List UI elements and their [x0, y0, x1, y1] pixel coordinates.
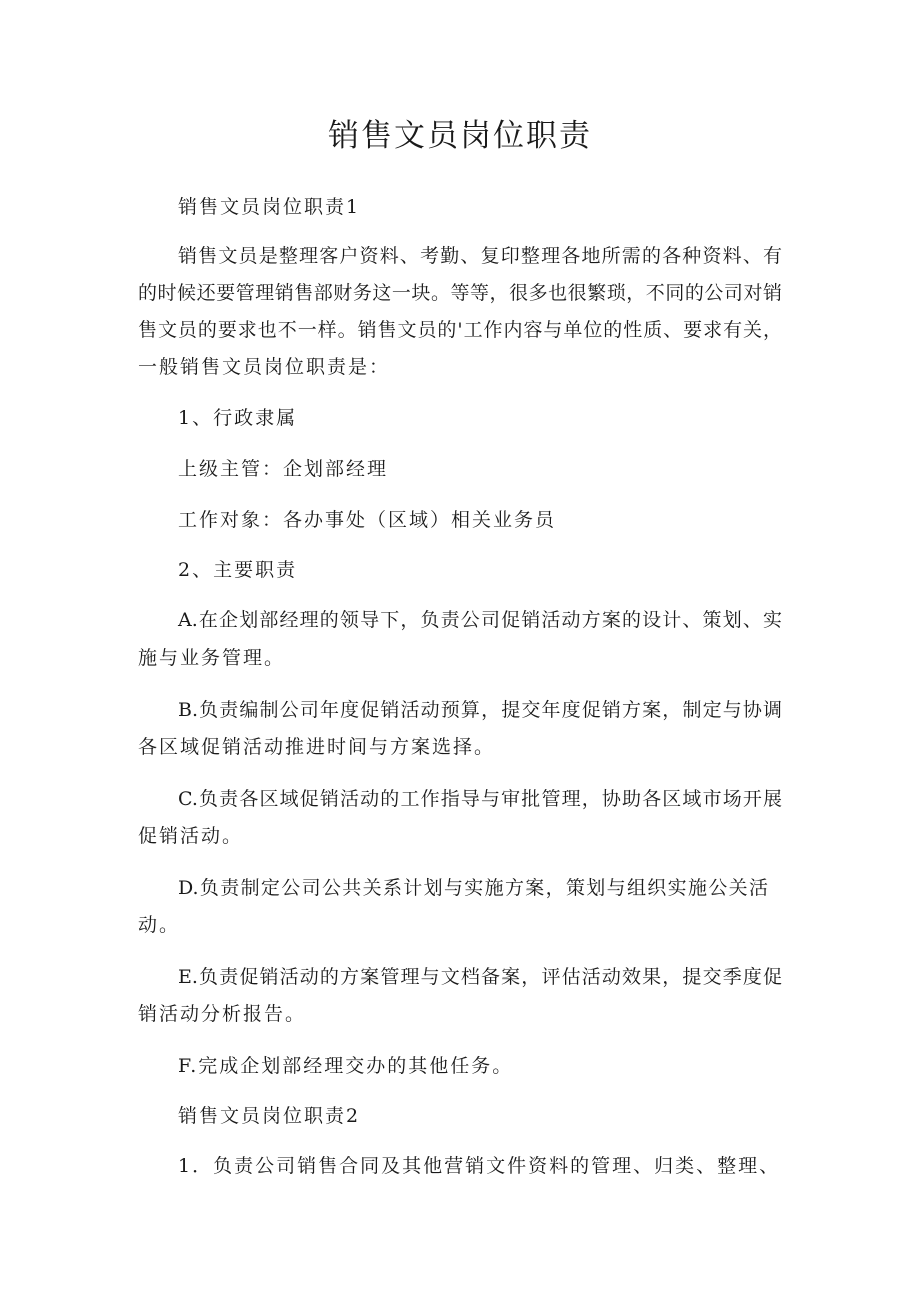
list-item-line: 动。 [138, 914, 181, 936]
list-item-line: C.负责各区域促销活动的工作指导与审批管理，协助各区域市场开展 [178, 788, 782, 810]
list-item-line: A.在企划部经理的领导下，负责公司促销活动方案的设计、策划、实 [178, 609, 782, 631]
list-heading: 1、行政隶属 [178, 407, 298, 429]
paragraph-line: 销售文员是整理客户资料、考勤、复印整理各地所需的各种资料、有 [178, 245, 782, 267]
paragraph-line: 上级主管：企划部经理 [178, 458, 389, 480]
page-title: 销售文员岗位职责 [328, 118, 592, 154]
paragraph-line: 售文员的要求也不一样。销售文员的'工作内容与单位的性质、要求有关， [138, 319, 782, 341]
list-item-line: D.负责制定公司公共关系计划与实施方案，策划与组织实施公关活 [178, 877, 768, 899]
section-heading: 销售文员岗位职责2 [178, 1105, 361, 1127]
paragraph-line: 的时候还要管理销售部财务这一块。等等，很多也很繁琐，不同的公司对销 [138, 282, 782, 304]
section-heading: 销售文员岗位职责1 [178, 196, 361, 218]
list-item-line: 销活动分析报告。 [138, 1003, 307, 1025]
paragraph-line: 一般销售文员岗位职责是： [138, 356, 391, 378]
list-heading: 2、主要职责 [178, 559, 298, 581]
list-item-line: 促销活动。 [138, 825, 244, 847]
list-item-line: F.完成企划部经理交办的其他任务。 [178, 1055, 514, 1077]
list-item-line: 各区域促销活动推进时间与方案选择。 [138, 736, 496, 758]
list-item-line: B.负责编制公司年度促销活动预算，提交年度促销方案，制定与协调 [178, 699, 782, 721]
list-item-line: 施与业务管理。 [138, 647, 286, 669]
list-item-line: E.负责促销活动的方案管理与文档备案，评估活动效果，提交季度促 [178, 966, 782, 988]
paragraph-line: 工作对象：各办事处（区域）相关业务员 [178, 509, 557, 531]
list-item-line: 1．负责公司销售合同及其他营销文件资料的管理、归类、整理、 [178, 1155, 781, 1177]
